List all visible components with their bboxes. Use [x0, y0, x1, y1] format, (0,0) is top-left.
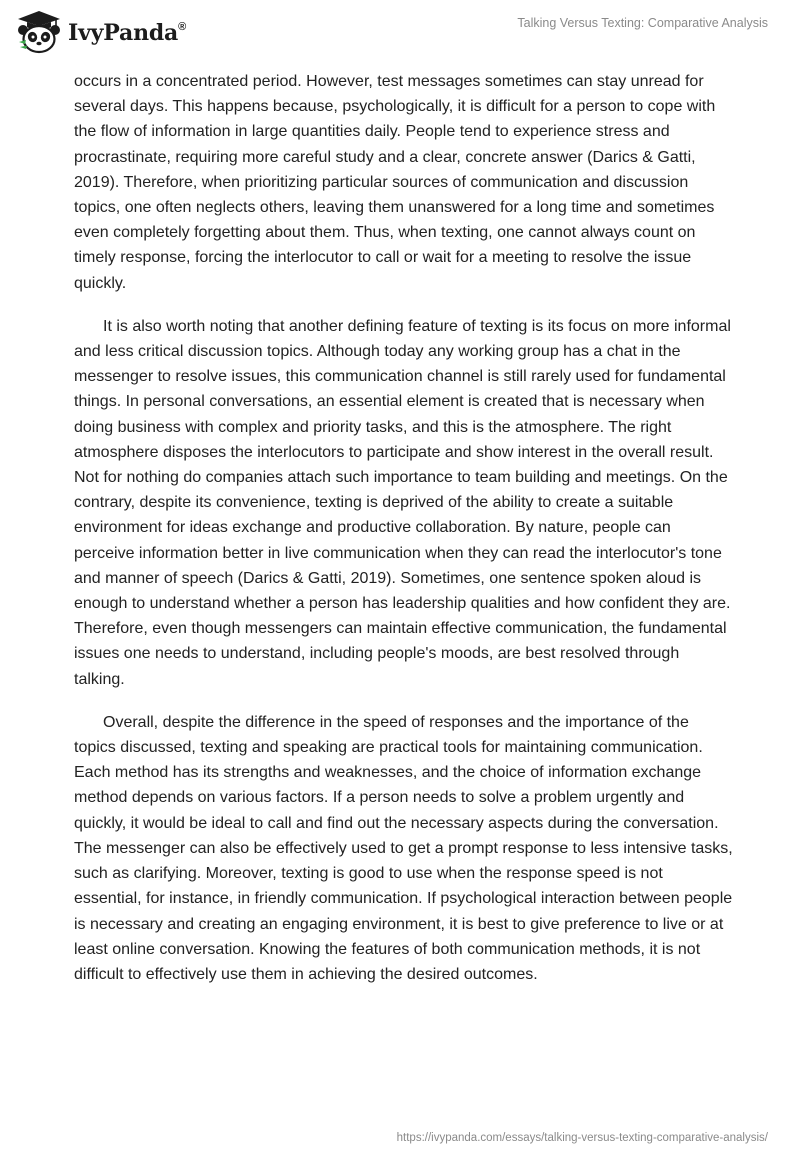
brand-logo[interactable]: [14, 10, 186, 54]
brand-name-text: IvyPanda: [68, 20, 179, 46]
brand-registered-mark: ®: [178, 20, 187, 33]
brand-name: [68, 20, 186, 46]
page-header: [0, 0, 800, 70]
paragraph: It is also worth noting that another defining feature of texting is its focus on more informal and less critical discussion topics. Although today any working group has a chat in the messenger to resolve issues, this communication channel is still rarely used for fundamental things. In personal conversations, an essential element is created that is necessary when doing business with complex and priority tasks, and this is the atmosphere. The right atmosphere disposes the interlocutors to participate and show interest in the overall result. Not for nothing do companies attach such importance to team building and meetings. On the contrary, despite its convenience, texting is deprived of the ability to create a suitable environment for ideas exchange and productive collaboration. By nature, people can perceive information better in live communication when they can read the interlocutor's tone and manner of speech (Darics & Gatti, 2019). Sometimes, one sentence spoken aloud is enough to understand whether a person has leadership qualities and how confident they are. Therefore, even though messengers can maintain effective communication, the fundamental issues one needs to understand, including people's moods, are best resolved through talking.: [74, 317, 731, 688]
paragraph: Overall, despite the difference in the speed of responses and the importance of the topics discussed, texting and speaking are practical tools for maintaining communication. Each method has its strengths and weaknesses, and the choice of information exchange method depends on various factors. If a person needs to solve a problem urgently and quickly, it would be ideal to call and find out the necessary aspects during the conversation. The messenger can also be effectively used to get a prompt response to less intensive tasks, such as clarifying. Moreover, texting is good to use when the response speed is not essential, for instance, in friendly communication. If psychological interaction between people is necessary and creating an engaging environment, it is best to give preference to live or at least online conversation. Knowing the features of both communication methods, it is not difficult to effectively use them in achieving the desired outcomes.: [74, 713, 733, 983]
panda-graduate-logo-icon: [14, 10, 62, 54]
paragraph-continued: occurs in a concentrated period. However, test messages sometimes can stay unread for several days. This happens because, psychologically, it is difficult for a person to cope with the flow of information in large quantities daily. People tend to experience stress and procrastinate, requiring more careful study and a clear, concrete answer (Darics & Gatti, 2019). Therefore, when prioritizing particular sources of communication and discussion topics, one often neglects others, leaving them unanswered for a long time and sometimes even completely forgetting about them. Thus, when texting, one cannot always count on timely response, forcing the interlocutor to call or wait for a meeting to resolve the issue quickly.: [74, 73, 716, 292]
source-url[interactable]: https://ivypanda.com/essays/talking-versus-texting-comparative-analysis/: [396, 1132, 768, 1144]
document-title: Talking Versus Texting: Comparative Analysis: [517, 16, 768, 30]
essay-body: [74, 69, 734, 1005]
